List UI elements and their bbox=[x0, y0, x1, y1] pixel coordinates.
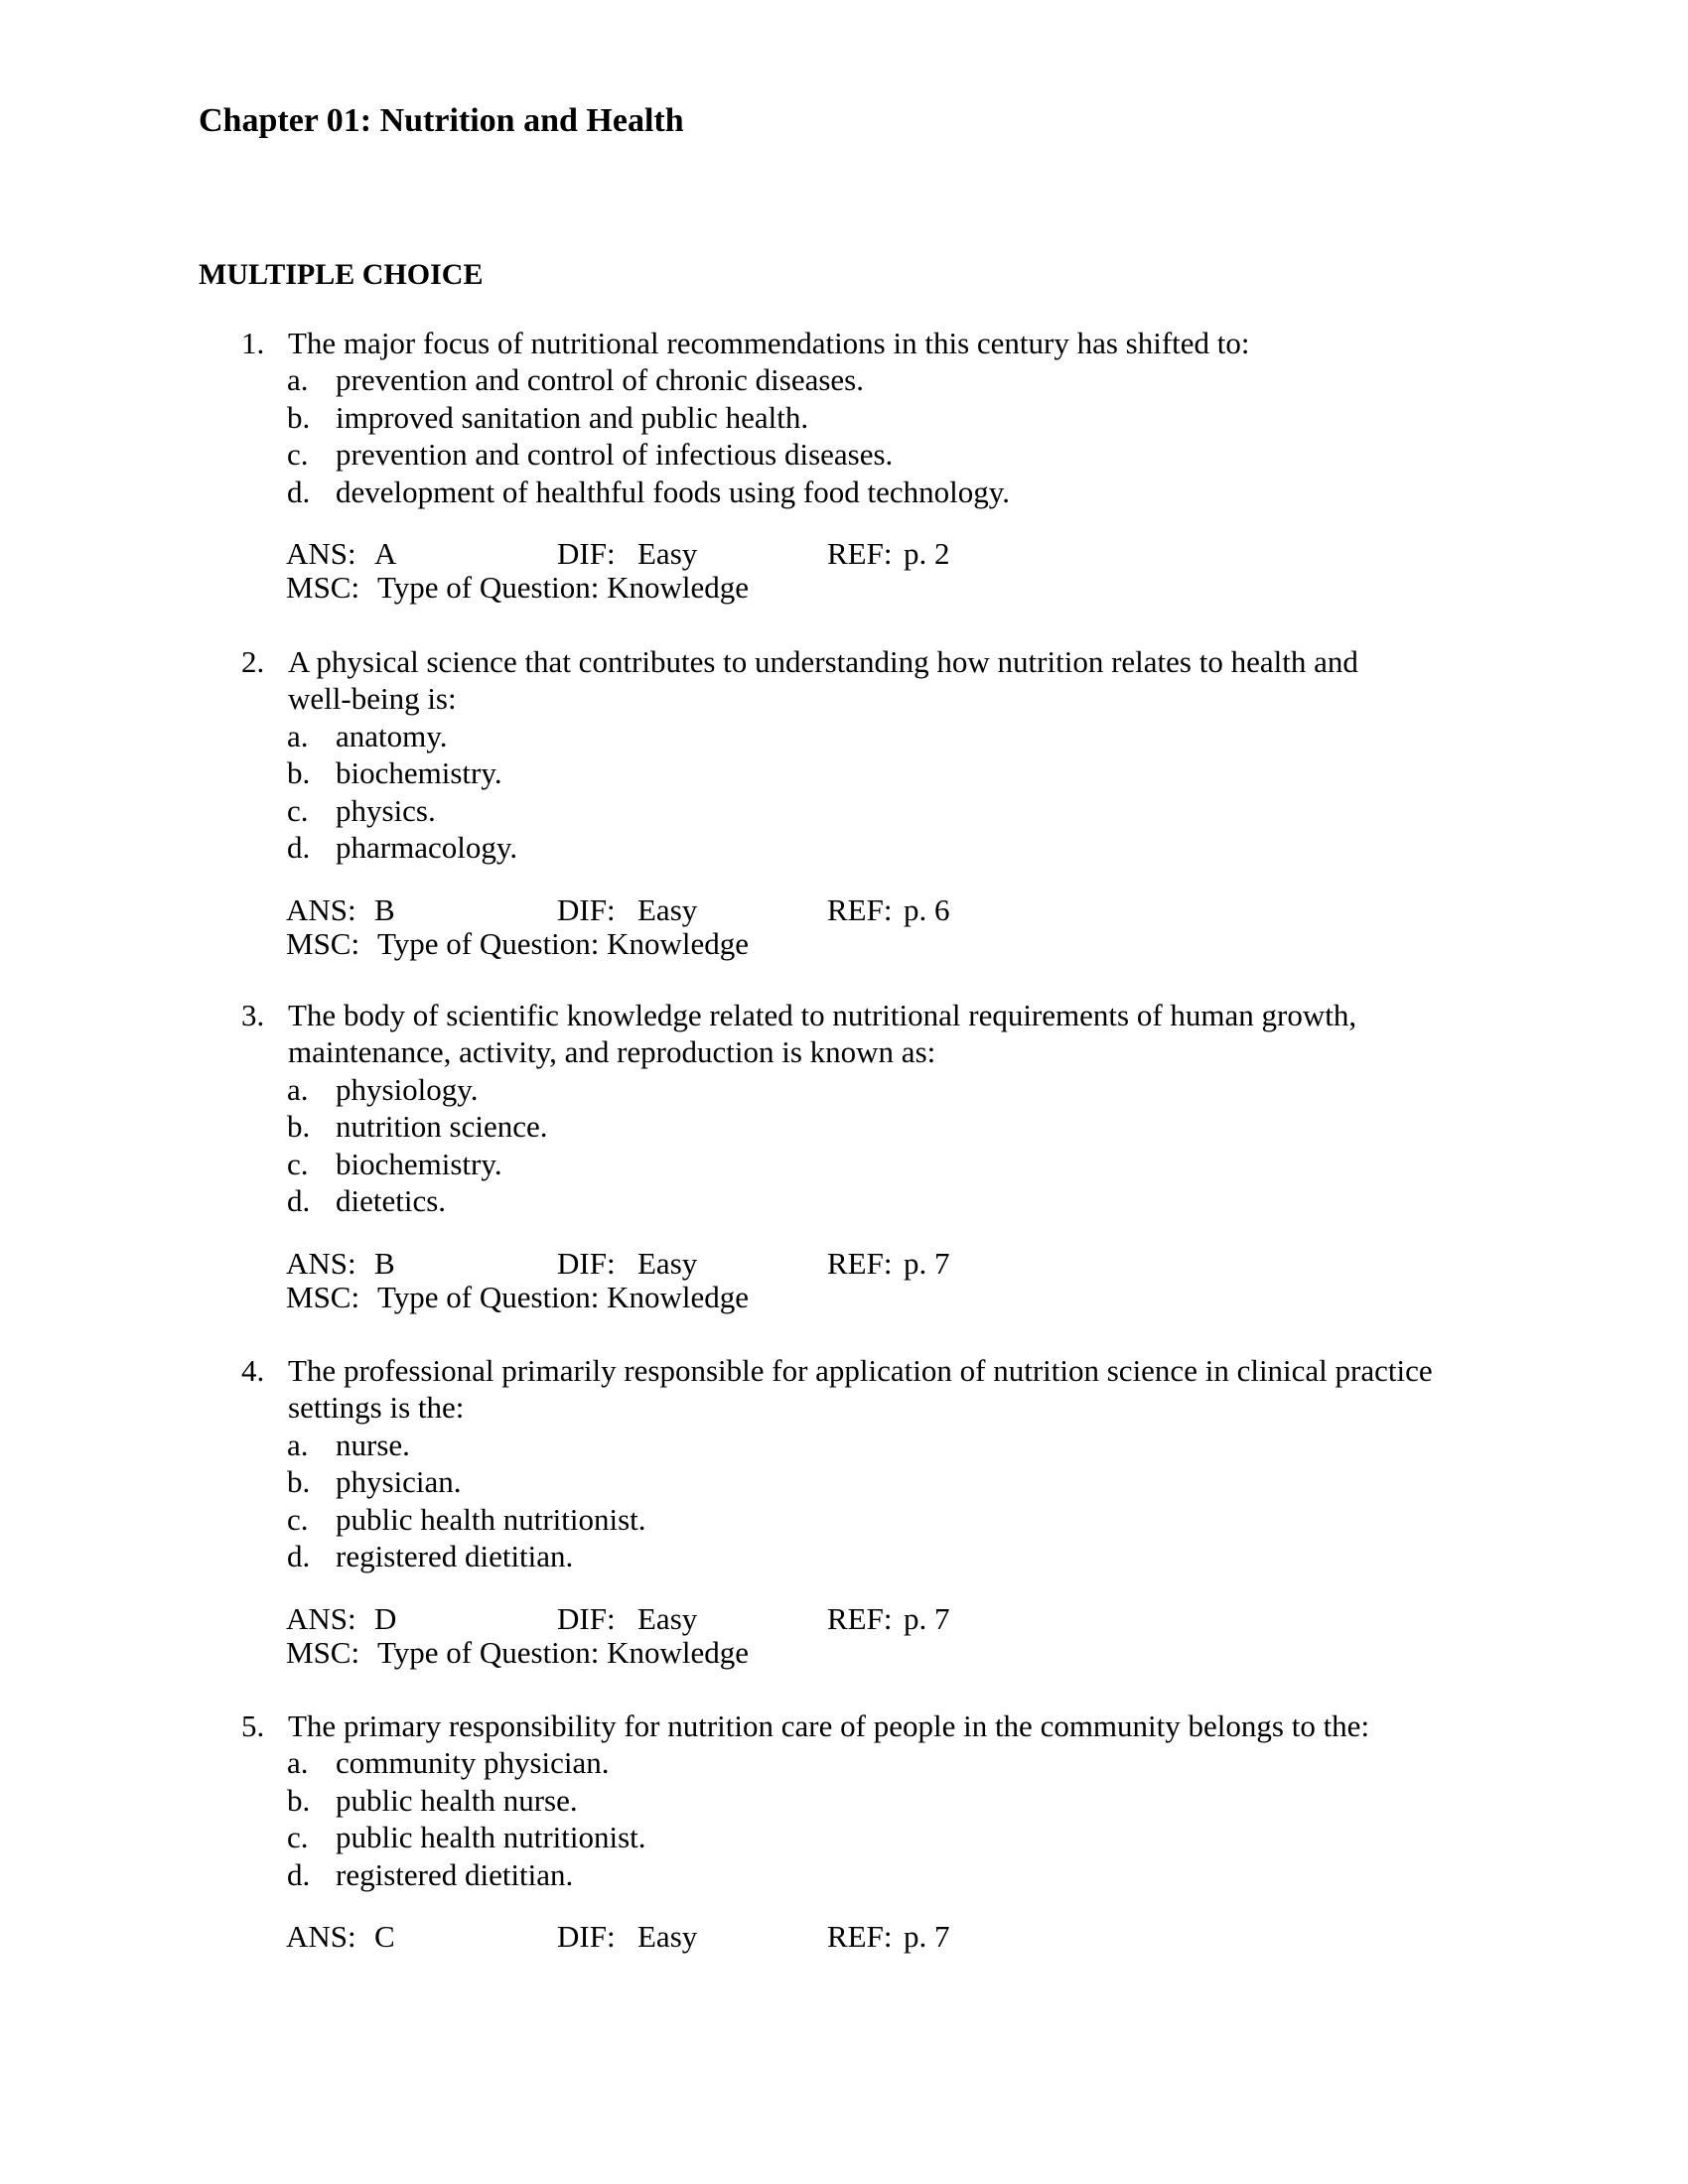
option-text: community physician. bbox=[336, 1745, 610, 1781]
option-text: public health nutritionist. bbox=[336, 1820, 646, 1855]
option-text: physiology. bbox=[336, 1071, 479, 1107]
question-stem-line: The professional primarily responsible for application of nutrition science in clinical practice bbox=[288, 1352, 1433, 1388]
option-letter: d. bbox=[287, 830, 311, 866]
option-text: prevention and control of chronic diseases. bbox=[336, 362, 864, 398]
dif-value: Easy bbox=[637, 892, 698, 928]
ans-value: A bbox=[374, 536, 397, 572]
dif-label: DIF: bbox=[557, 1601, 616, 1637]
msc-value: Type of Question: Knowledge bbox=[377, 1279, 750, 1314]
option-text: prevention and control of infectious diseases. bbox=[336, 437, 894, 473]
option-letter: a. bbox=[287, 362, 309, 398]
option-text: dietetics. bbox=[336, 1183, 447, 1219]
question-stem-line: settings is the: bbox=[288, 1390, 465, 1426]
ans-value: B bbox=[374, 892, 395, 928]
ref-label: REF: bbox=[827, 892, 893, 928]
ref-value: p. 7 bbox=[904, 1246, 950, 1282]
dif-value: Easy bbox=[637, 1246, 698, 1282]
dif-value: Easy bbox=[637, 536, 698, 572]
msc-row bbox=[0, 1281, 1688, 1314]
option-text: public health nutritionist. bbox=[336, 1501, 646, 1537]
option-a bbox=[0, 1744, 1688, 1782]
question-3 bbox=[0, 997, 1688, 1314]
question-stem bbox=[0, 325, 1688, 362]
question-number: 5. bbox=[241, 1707, 265, 1743]
ans-value: B bbox=[374, 1246, 395, 1282]
msc-row bbox=[0, 927, 1688, 961]
option-letter: c. bbox=[287, 792, 309, 828]
question-2 bbox=[0, 643, 1688, 961]
option-d bbox=[0, 474, 1688, 511]
option-letter: b. bbox=[287, 1109, 311, 1145]
option-a bbox=[0, 361, 1688, 399]
option-letter: c. bbox=[287, 1501, 309, 1537]
ans-label: ANS: bbox=[286, 892, 356, 928]
ans-value: D bbox=[374, 1601, 397, 1637]
question-stem-line: well-being is: bbox=[288, 681, 457, 717]
question-number: 2. bbox=[241, 643, 265, 679]
option-b bbox=[0, 399, 1688, 437]
answer-meta bbox=[0, 1602, 1688, 1669]
option-letter: d. bbox=[287, 1539, 311, 1574]
msc-value: Type of Question: Knowledge bbox=[377, 1634, 750, 1670]
option-b bbox=[0, 1463, 1688, 1501]
dif-value: Easy bbox=[637, 1601, 698, 1637]
option-letter: a. bbox=[287, 1745, 309, 1781]
answer-meta bbox=[0, 1247, 1688, 1313]
question-stem bbox=[0, 643, 1688, 681]
answer-row bbox=[0, 893, 1688, 927]
option-b bbox=[0, 754, 1688, 792]
question-stem-line: A physical science that contributes to understanding how nutrition relates to health and bbox=[288, 643, 1358, 679]
answer-row bbox=[0, 1920, 1688, 1954]
option-letter: b. bbox=[287, 1464, 311, 1500]
ref-value: p. 7 bbox=[904, 1919, 950, 1955]
question-number: 3. bbox=[241, 997, 265, 1032]
question-stem-line: The primary responsibility for nutrition care of people in the community belongs to the: bbox=[288, 1707, 1370, 1743]
option-letter: d. bbox=[287, 1183, 311, 1219]
option-a bbox=[0, 1427, 1688, 1464]
question-4 bbox=[0, 1352, 1688, 1670]
option-b bbox=[0, 1782, 1688, 1820]
option-letter: a. bbox=[287, 1427, 309, 1462]
msc-label: MSC: bbox=[286, 1279, 360, 1314]
option-d bbox=[0, 1856, 1688, 1894]
dif-label: DIF: bbox=[557, 892, 616, 928]
dif-label: DIF: bbox=[557, 536, 616, 572]
ref-label: REF: bbox=[827, 1601, 893, 1637]
msc-value: Type of Question: Knowledge bbox=[377, 569, 750, 605]
option-text: biochemistry. bbox=[336, 1146, 502, 1181]
question-stem-continued bbox=[0, 1033, 1688, 1071]
msc-label: MSC: bbox=[286, 1634, 360, 1670]
option-letter: a. bbox=[287, 1071, 309, 1107]
option-text: pharmacology. bbox=[336, 830, 518, 866]
option-c bbox=[0, 1146, 1688, 1183]
question-stem-line: The body of scientific knowledge related to nutritional requirements of human growth, bbox=[288, 997, 1357, 1032]
option-letter: b. bbox=[287, 1782, 311, 1818]
option-letter: a. bbox=[287, 718, 309, 753]
ans-label: ANS: bbox=[286, 1601, 356, 1637]
question-stem-continued bbox=[0, 1389, 1688, 1427]
option-d bbox=[0, 829, 1688, 867]
section-heading: MULTIPLE CHOICE bbox=[199, 258, 484, 291]
option-text: improved sanitation and public health. bbox=[336, 399, 809, 435]
msc-label: MSC: bbox=[286, 925, 360, 961]
ans-label: ANS: bbox=[286, 1246, 356, 1282]
ref-label: REF: bbox=[827, 536, 893, 572]
answer-row bbox=[0, 537, 1688, 571]
ans-label: ANS: bbox=[286, 1919, 356, 1955]
option-letter: d. bbox=[287, 1856, 311, 1892]
question-1 bbox=[0, 325, 1688, 605]
option-text: nurse. bbox=[336, 1427, 410, 1462]
option-letter: c. bbox=[287, 437, 309, 473]
question-5 bbox=[0, 1707, 1688, 1954]
option-text: physician. bbox=[336, 1464, 462, 1500]
option-letter: b. bbox=[287, 755, 311, 791]
question-stem bbox=[0, 997, 1688, 1034]
answer-meta bbox=[0, 537, 1688, 604]
ref-value: p. 7 bbox=[904, 1601, 950, 1637]
dif-label: DIF: bbox=[557, 1246, 616, 1282]
option-text: registered dietitian. bbox=[336, 1856, 574, 1892]
option-letter: c. bbox=[287, 1146, 309, 1181]
chapter-title: Chapter 01: Nutrition and Health bbox=[199, 102, 684, 139]
ref-value: p. 2 bbox=[904, 536, 950, 572]
question-stem-line: maintenance, activity, and reproduction is known as: bbox=[288, 1034, 936, 1070]
option-a bbox=[0, 1071, 1688, 1109]
option-a bbox=[0, 718, 1688, 755]
question-number: 1. bbox=[241, 325, 265, 360]
answer-meta bbox=[0, 1920, 1688, 1954]
msc-value: Type of Question: Knowledge bbox=[377, 925, 750, 961]
ans-value: C bbox=[374, 1919, 395, 1955]
option-c bbox=[0, 1501, 1688, 1539]
option-d bbox=[0, 1538, 1688, 1575]
option-letter: c. bbox=[287, 1820, 309, 1855]
msc-label: MSC: bbox=[286, 569, 360, 605]
answer-row bbox=[0, 1602, 1688, 1636]
question-stem-line: The major focus of nutritional recommendations in this century has shifted to: bbox=[288, 325, 1250, 360]
option-text: nutrition science. bbox=[336, 1109, 548, 1145]
option-b bbox=[0, 1108, 1688, 1146]
option-text: registered dietitian. bbox=[336, 1539, 574, 1574]
option-text: physics. bbox=[336, 792, 436, 828]
msc-row bbox=[0, 1636, 1688, 1670]
option-text: public health nurse. bbox=[336, 1782, 578, 1818]
option-c bbox=[0, 436, 1688, 474]
option-d bbox=[0, 1182, 1688, 1220]
question-stem bbox=[0, 1707, 1688, 1745]
option-c bbox=[0, 1819, 1688, 1856]
option-text: biochemistry. bbox=[336, 755, 502, 791]
msc-row bbox=[0, 571, 1688, 605]
answer-meta bbox=[0, 893, 1688, 960]
ref-label: REF: bbox=[827, 1246, 893, 1282]
ans-label: ANS: bbox=[286, 536, 356, 572]
dif-label: DIF: bbox=[557, 1919, 616, 1955]
question-stem bbox=[0, 1352, 1688, 1390]
option-text: anatomy. bbox=[336, 718, 448, 753]
option-letter: b. bbox=[287, 399, 311, 435]
ref-label: REF: bbox=[827, 1919, 893, 1955]
answer-row bbox=[0, 1247, 1688, 1281]
question-number: 4. bbox=[241, 1352, 265, 1388]
option-letter: d. bbox=[287, 474, 311, 509]
ref-value: p. 6 bbox=[904, 892, 950, 928]
question-stem-continued bbox=[0, 680, 1688, 718]
option-c bbox=[0, 792, 1688, 830]
dif-value: Easy bbox=[637, 1919, 698, 1955]
option-text: development of healthful foods using food technology. bbox=[336, 474, 1010, 509]
